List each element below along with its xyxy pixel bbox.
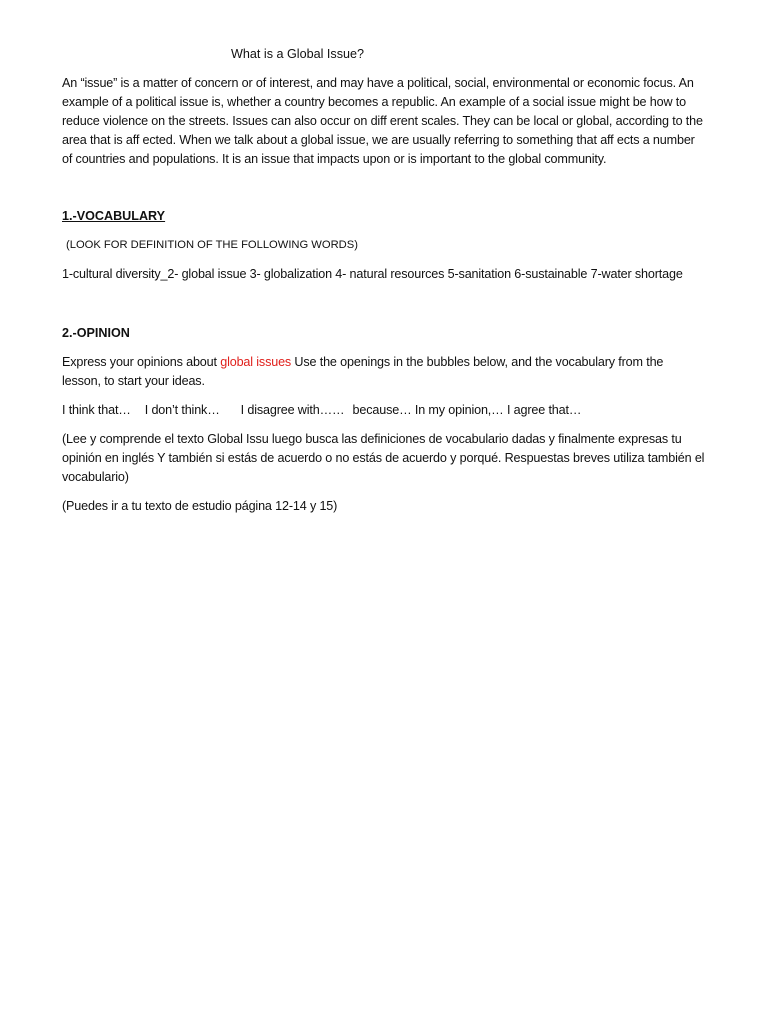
opinion-openings (62, 401, 581, 420)
opening-dont-think: I don’t think… (144, 403, 220, 417)
vocabulary-words: 1-cultural diversity_2- global issue 3- globalization 4- natural resources 5-sanitation 6-sustainable 7-water shortage (62, 267, 683, 281)
spanish-line-3: vocabulario) (62, 470, 129, 484)
vocabulary-heading (62, 207, 165, 226)
vocabulary-instruction: (LOOK FOR DEFINITION OF THE FOLLOWING WORDS) (66, 239, 358, 251)
opinion-instruction-start: Express your opinions about (62, 355, 221, 369)
intro-line-5: of countries and populations. It is an issue that impacts upon or is important to the global community. (62, 152, 607, 166)
opinion-instruction-end: Use the openings in the bubbles below, and the vocabulary from the (291, 355, 664, 369)
intro-line-1: An “issue” is a matter of concern or of interest, and may have a political, social, environmental or economic focus. An (62, 76, 694, 90)
vocabulary-heading-text: 1.-VOCABULARY (62, 209, 166, 223)
opinion-instruction-line-2: lesson, to start your ideas. (62, 374, 205, 388)
global-issues-highlight: global issues (220, 355, 292, 369)
intro-line-4: area that is aff ected. When we talk about a global issue, we are usually referring to something that aff ects a number (62, 133, 695, 147)
opening-think: I think that… (62, 403, 131, 417)
opening-because: because… In my opinion,… I agree that… (352, 403, 582, 417)
opening-disagree: I disagree with…… (240, 403, 345, 417)
document-title: What is a Global Issue? (231, 47, 364, 61)
opinion-instruction-line-1 (62, 353, 663, 372)
spanish-line-2: opinión en inglés Y también si estás de acuerdo o no estás de acuerdo y porqué. Respuestas breves utiliza también el (62, 451, 705, 465)
intro-line-3: reduce violence on the streets. Issues can also occur on diff erent scales. They can be local or global, according to the (62, 114, 703, 128)
spanish-line-1: (Lee y comprende el texto Global Issu luego busca las definiciones de vocabulario dadas y finalmente expresas tu (62, 432, 682, 446)
opinion-heading: 2.-OPINION (62, 326, 130, 340)
study-reference: (Puedes ir a tu texto de estudio página 12-14 y 15) (62, 499, 338, 513)
intro-line-2: example of a political issue is, whether a country becomes a republic. An example of a social issue might be how to (62, 95, 686, 109)
